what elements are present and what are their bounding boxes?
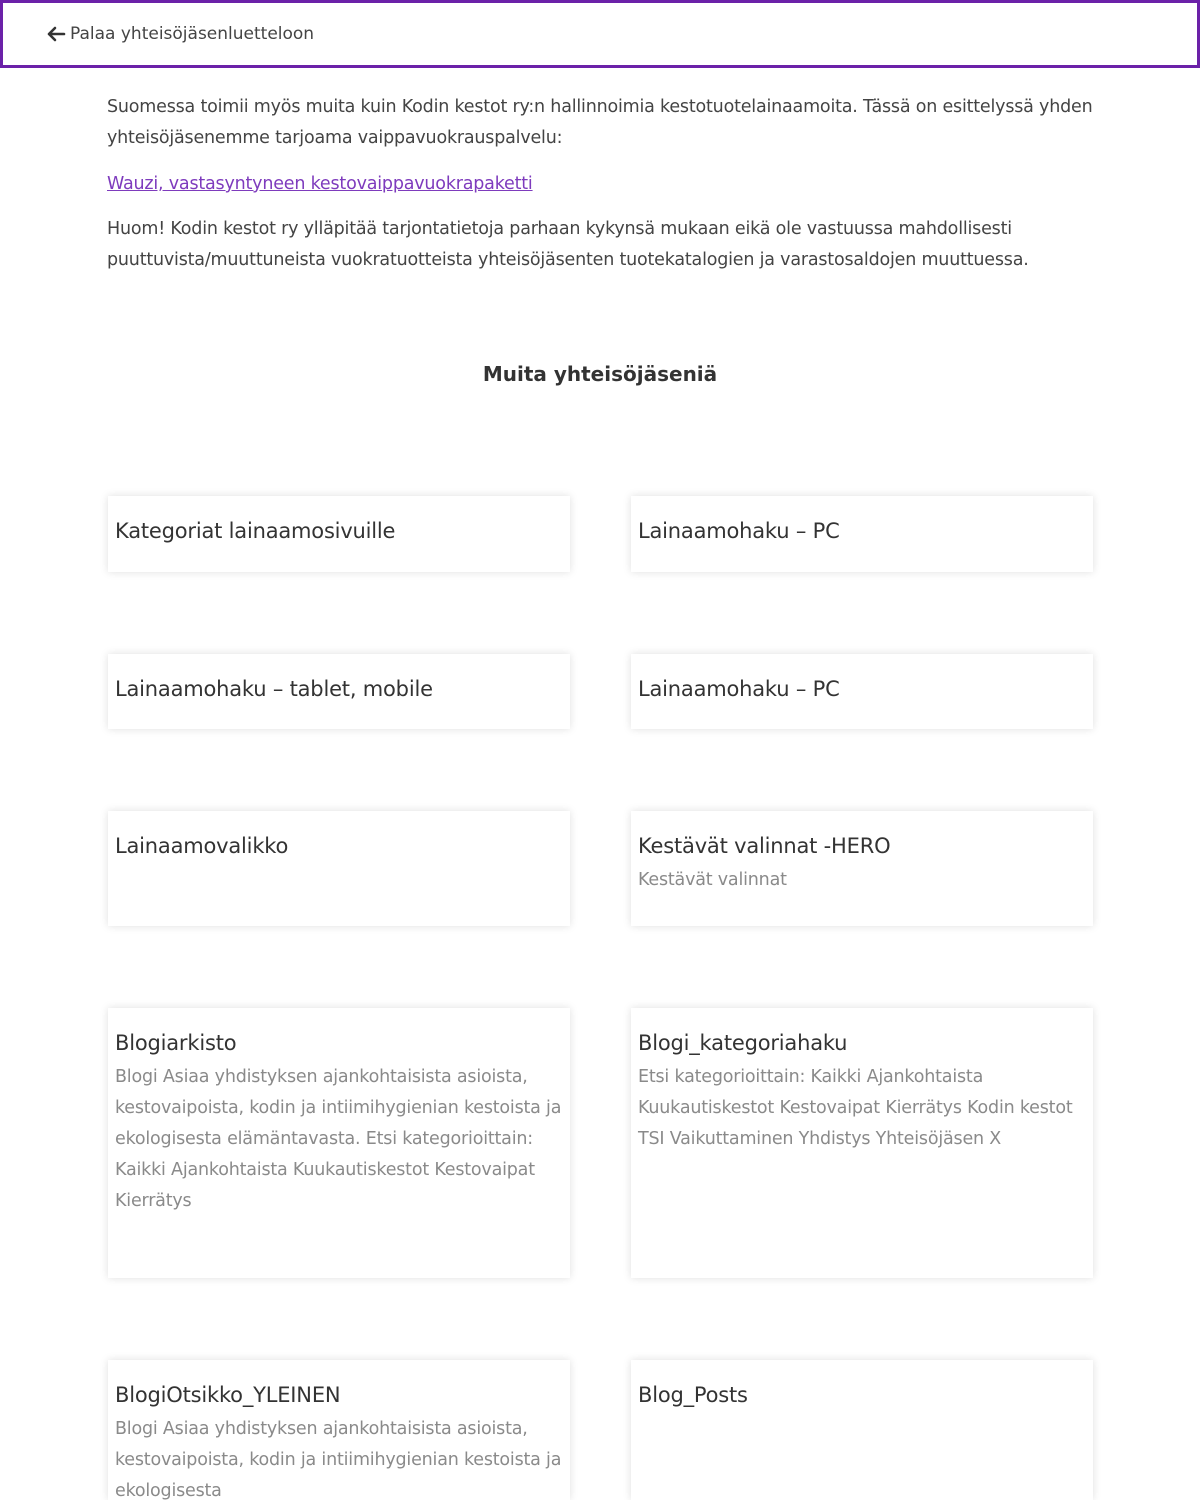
card-title: Blogi_kategoriahaku (638, 1031, 848, 1055)
member-card[interactable] (108, 811, 570, 926)
member-card[interactable] (631, 496, 1093, 572)
card-title: Lainaamohaku – PC (638, 677, 840, 701)
card-title: Blog_Posts (638, 1383, 748, 1407)
intro-section (107, 92, 1093, 276)
top-bar (0, 0, 1200, 68)
member-card[interactable] (631, 654, 1093, 729)
member-card[interactable] (631, 1360, 1093, 1500)
disclaimer-paragraph: Huom! Kodin kestot ry ylläpitää tarjontatietoja parhaan kykynsä mukaan eikä ole vastuussa mahdollisesti puuttuvista/muuttuneista vuokratuotteista yhteisöjäsenten tuotekatalogien ja varastosaldojen muuttuessa. (107, 219, 1029, 270)
intro-paragraph: Suomessa toimii myös muita kuin Kodin kestot ry:n hallinnoimia kestotuotelainaamoita. Tässä on esittelyssä yhden yhteisöjäsenemme tarjoama vaippavuokrauspalvelu: (107, 97, 1093, 148)
card-title: Blogiarkisto (115, 1031, 237, 1055)
card-description: Blogi Asiaa yhdistyksen ajankohtaisista asioista, kestovaipoista, kodin ja intiimihygienian kestoista ja ekologisesta elämäntavasta. Etsi kategorioittain: Kaikki Ajankohtaista Kuukautiskestot Kestovaipat Kierrätys (115, 1067, 562, 1211)
card-title: Lainaamohaku – PC (638, 519, 840, 543)
card-description: Etsi kategorioittain: Kaikki Ajankohtaista Kuukautiskestot Kestovaipat Kierrätys Kodin kestot TSI Vaikuttaminen Yhdistys Yhteisöjäsen X (638, 1067, 1073, 1149)
member-card[interactable] (108, 654, 570, 729)
member-card[interactable] (631, 1008, 1093, 1278)
wauzi-link[interactable]: Wauzi, vastasyntyneen kestovaippavuokrapaketti (107, 174, 533, 194)
card-title: BlogiOtsikko_YLEINEN (115, 1383, 341, 1407)
section-title: Muita yhteisöjäseniä (482, 362, 718, 386)
card-title: Kestävät valinnat -HERO (638, 834, 891, 858)
card-description: Kestävät valinnat (638, 870, 787, 890)
member-card[interactable] (631, 811, 1093, 926)
card-title: Lainaamovalikko (115, 834, 289, 858)
member-card[interactable] (108, 1360, 570, 1500)
member-card[interactable] (108, 1008, 570, 1278)
member-card[interactable] (108, 496, 570, 572)
back-to-member-list-link[interactable] (46, 24, 314, 44)
back-link-label: Palaa yhteisöjäsenluetteloon (70, 24, 315, 44)
card-title: Kategoriat lainaamosivuille (115, 519, 396, 543)
card-description: Blogi Asiaa yhdistyksen ajankohtaisista asioista, kestovaipoista, kodin ja intiimihygienian kestoista ja ekologisesta (115, 1419, 562, 1500)
card-title: Lainaamohaku – tablet, mobile (115, 677, 433, 701)
arrow-left-icon (46, 26, 66, 42)
